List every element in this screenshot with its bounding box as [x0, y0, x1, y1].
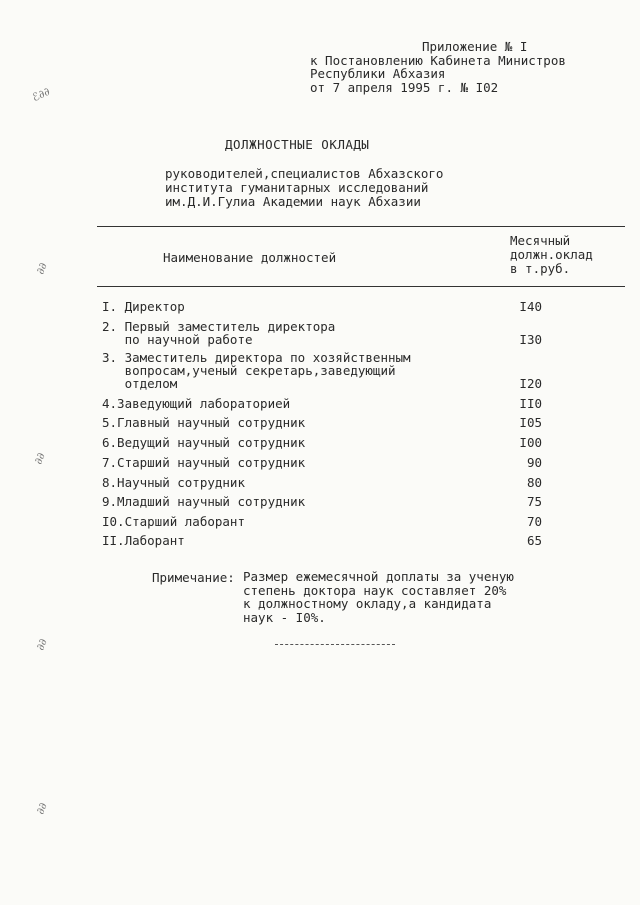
- row-position: 3. Заместитель директора по хозяйственным вопросам,ученый секретарь,заведующий отделом: [102, 350, 411, 391]
- row-salary: 75: [526, 494, 542, 509]
- table-row: [102, 300, 542, 313]
- table-row: [102, 397, 542, 410]
- row-salary: 70: [526, 514, 542, 529]
- appendix-line-republic: Республики Абхазия: [310, 66, 446, 81]
- table-row: [102, 495, 542, 508]
- row-salary: I00: [519, 435, 542, 450]
- header-salary-line-1: Месячный: [510, 233, 571, 248]
- margin-mark-4: ∂∂: [33, 636, 50, 653]
- note-line-4: наук - I0%.: [243, 609, 326, 625]
- row-position: 8.Научный сотрудник: [102, 475, 245, 490]
- table-header-rule: [97, 286, 625, 287]
- row-salary: I05: [519, 415, 542, 430]
- table-row: [102, 416, 542, 429]
- row-position: I. Директор: [102, 299, 185, 314]
- row-position: I0.Старший лаборант: [102, 514, 245, 529]
- appendix-reference: [310, 40, 566, 94]
- table-row: [102, 320, 542, 346]
- table-row: [102, 534, 542, 547]
- row-salary: I40: [519, 299, 542, 314]
- row-position: 4.Заведующий лабораторией: [102, 396, 291, 411]
- note-line-1: Размер ежемесячной доплаты за ученую: [243, 569, 514, 584]
- row-salary: II0: [519, 396, 542, 411]
- note-line-3: к должностному окладу,а кандидата: [243, 596, 492, 611]
- header-salary-line-2: должн.оклад: [510, 247, 593, 262]
- note-line-2: степень доктора наук составляет 20%: [243, 582, 507, 598]
- document-title: ДОЛЖНОСТНЫЕ ОКЛАДЫ: [225, 137, 370, 152]
- document-subtitle: [165, 167, 443, 209]
- table-row: [102, 351, 542, 390]
- row-salary: I20: [519, 376, 542, 391]
- appendix-line-date: от 7 апреля 1995 г. № I02: [310, 79, 499, 95]
- row-position: 2. Первый заместитель директора по научной работе: [102, 319, 336, 347]
- row-salary: I30: [519, 332, 542, 347]
- note-text: [243, 570, 514, 624]
- end-of-document-divider: [275, 644, 395, 645]
- row-salary: 90: [526, 455, 542, 470]
- row-position: II.Лаборант: [102, 533, 185, 548]
- appendix-number: Приложение № I: [422, 39, 528, 54]
- margin-mark-1: ℰ∂∂: [30, 84, 52, 105]
- subtitle-line-2: института гуманитарных исследований: [165, 180, 429, 195]
- table-top-rule: [97, 226, 625, 227]
- table-row: [102, 456, 542, 469]
- table-row: [102, 476, 542, 489]
- subtitle-line-3: им.Д.И.Гулиа Академии наук Абхазии: [165, 194, 421, 209]
- header-salary-line-3: в т.руб.: [510, 261, 571, 276]
- row-position: 9.Младший научный сотрудник: [102, 494, 306, 509]
- header-monthly-salary: [510, 234, 593, 276]
- row-position: 6.Ведущий научный сотрудник: [102, 435, 306, 450]
- subtitle-line-1: руководителей,специалистов Абхазского: [165, 166, 444, 181]
- row-position: 5.Главный научный сотрудник: [102, 415, 306, 430]
- header-position-name: Наименование должностей: [163, 250, 337, 265]
- margin-mark-3: ∂∂: [31, 450, 48, 467]
- table-row: [102, 515, 542, 528]
- note-label: Примечание:: [152, 570, 235, 585]
- row-salary: 65: [526, 533, 542, 548]
- margin-mark-5: ∂∂: [33, 800, 50, 817]
- margin-mark-2: ∂∂: [33, 260, 50, 277]
- table-row: [102, 436, 542, 449]
- appendix-line-resolution: к Постановлению Кабинета Министров: [310, 52, 566, 68]
- row-salary: 80: [526, 475, 542, 490]
- row-position: 7.Старший научный сотрудник: [102, 455, 306, 470]
